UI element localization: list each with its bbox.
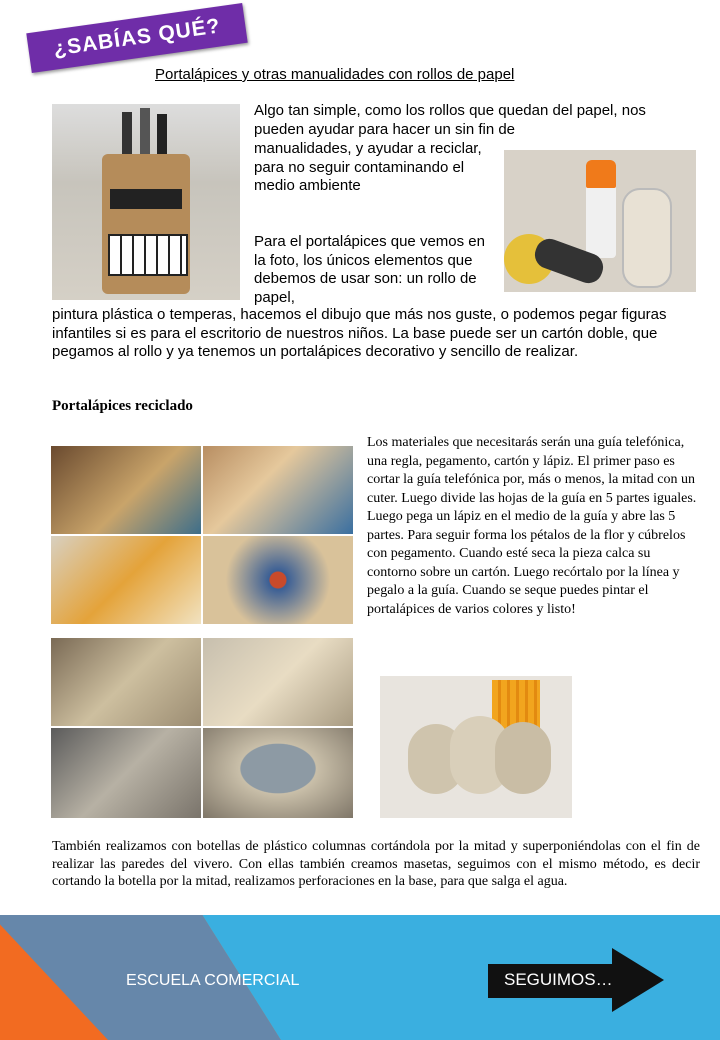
step-photo — [203, 638, 353, 726]
step-photo — [203, 536, 353, 624]
step-photo — [51, 446, 201, 534]
paper-roll-materials-photo — [504, 150, 696, 292]
intro-text-3: Para el portalápices que vemos en la foto, los únicos elementos que debemos de usar son: un rollo de papel, — [254, 233, 485, 306]
step-photo — [51, 536, 201, 624]
intro-text-4: pintura plástica o temperas, hacemos el dibujo que más nos guste, o podemos pegar figuras infantiles si es para el escritorio de nuestros niños. La base puede ser un cartón doble, que pegamos al rollo y ya tenemos un portalápices decorativo y sencillo de realizar. — [52, 306, 667, 360]
section-subtitle: Portalápices reciclado — [52, 398, 193, 414]
sabias-que-banner: ¿SABÍAS QUÉ? — [26, 3, 247, 73]
bottle-text: También realizamos con botellas de plástico columnas cortándola por la mitad y superponiéndolas con el fin de realizar las paredes del vivero. Con ellas también creamos masetas, seguimos con el mismo método, es decir cortando la botella por la mitad, realizamos perforaciones en la base, para que salga el agua. — [52, 839, 700, 889]
pencil-holder-photo — [52, 104, 240, 300]
finished-pencil-holder-photo — [380, 676, 572, 818]
step-photo — [203, 728, 353, 818]
page-title: Portalápices y otras manualidades con rollos de papel — [155, 66, 515, 83]
step-photo-grid — [51, 446, 353, 820]
next-button-label: SEGUIMOS… — [504, 970, 613, 989]
next-button[interactable] — [488, 948, 666, 1012]
steps-text: Los materiales que necesitarás serán una guía telefónica, una regla, pegamento, cartón y lápiz. El primer paso es cortar la guía telefónica por, más o menos, la mitad con un cuter. Luego divide las hojas de la guía en 5 partes iguales. Luego pega un lápiz en el medio de la guía y abre las 5 partes. Para seguir forma los pétalos de la flor y cúbrelos con pegamento. Cuando esté seca la pieza calca su contorno sobre un cartón. Luego recórtalo por la línea y pegalo a la guía. Cuando se seque puedes pintar el portalápices de varios colores y listo! — [367, 435, 697, 617]
intro-text-2: manualidades, y ayudar a reciclar, para no seguir contaminando el medio ambiente — [254, 140, 482, 194]
step-photo — [51, 728, 201, 818]
school-name: ESCUELA COMERCIAL — [126, 972, 300, 989]
step-photo — [51, 638, 201, 726]
step-photo — [203, 446, 353, 534]
arrow-right-icon — [612, 948, 664, 1012]
intro-text-1: Algo tan simple, como los rollos que quedan del papel, nos pueden ayudar para hacer un sin fin de — [254, 102, 646, 138]
